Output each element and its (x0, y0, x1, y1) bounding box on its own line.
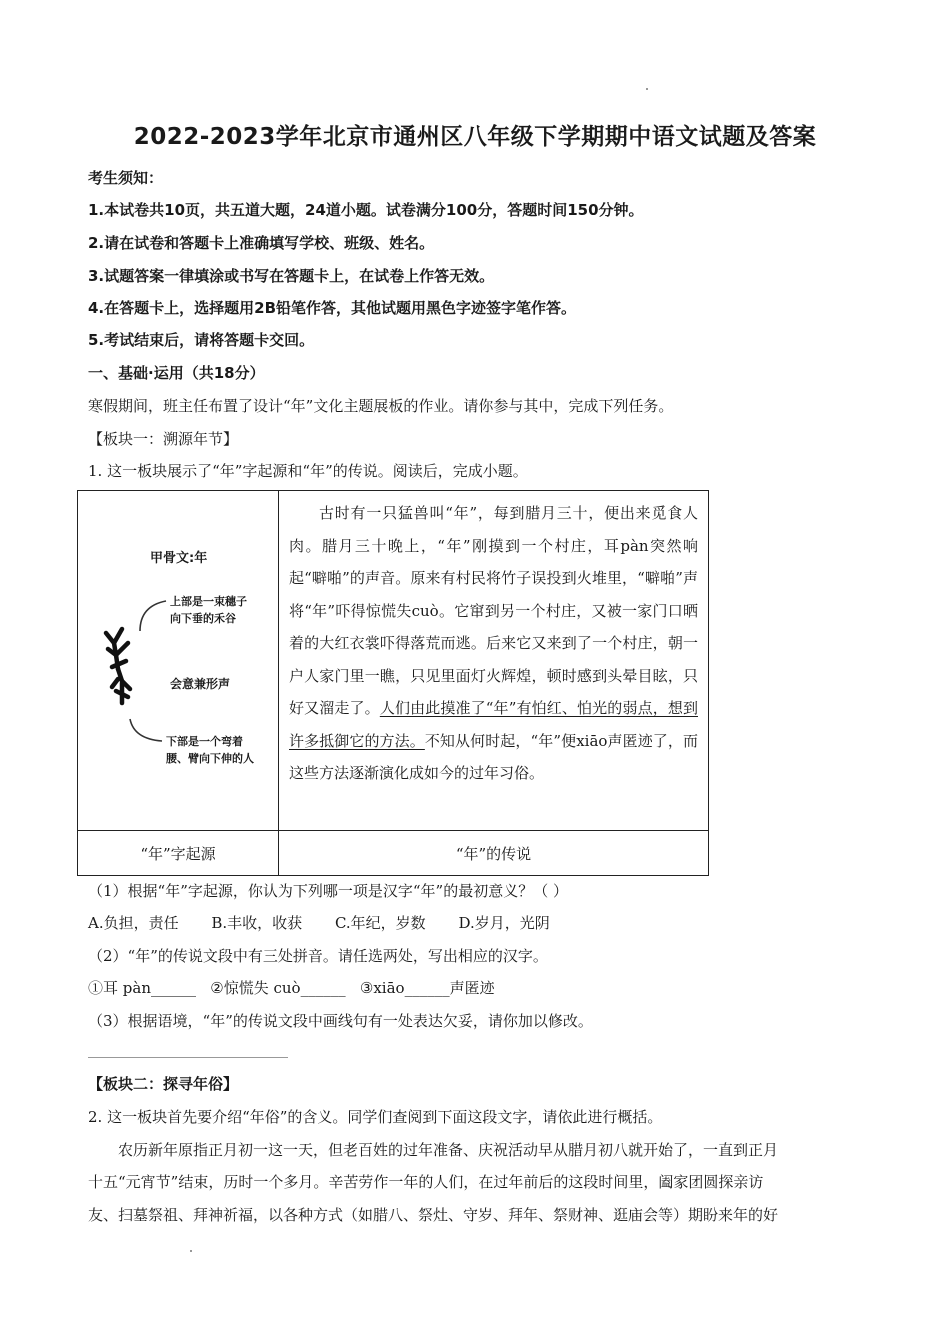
page-title: 2022-2023学年北京市通州区八年级下学期期中语文试题及答案 (133, 124, 817, 150)
underlined-sentence: 人们由此摸准了“年”有怕红、怕光的弱点，想到许多抵御它的方法。 (289, 699, 698, 750)
figure-title: 甲骨文:年 (150, 551, 208, 566)
q1-stem: 1. 这一板块展示了“年”字起源和“年”的传说。阅读后，完成小题。 (88, 462, 528, 480)
option-c: C.年纪，岁数 (334, 914, 426, 932)
q2-paragraph-line-1: 农历新年原指正月初一这一天，但老百姓的过年准备、庆祝活动早从腊月初八就开始了，一直到正月 (118, 1141, 779, 1159)
caption-legend: “年”的传说 (279, 831, 709, 876)
block2-title: 【板块二：探寻年俗】 (88, 1075, 239, 1093)
caption-origin: “年”字起源 (78, 831, 279, 876)
notice-item-4: 4.在答题卡上，选择题用2B铅笔作答，其他试题用黑色字迹签字笔作答。 (88, 299, 577, 317)
notice-heading: 考生须知： (88, 169, 164, 187)
option-b: B.丰收，收获 (211, 914, 303, 932)
answer-line (88, 1057, 288, 1058)
q1-sub3: （3）根据语境，“年”的传说文段中画线句有一处表达欠妥，请你加以修改。 (88, 1012, 593, 1030)
origin-cell (78, 491, 279, 831)
option-a: A.负担，责任 (88, 914, 179, 932)
scan-speck (646, 88, 648, 90)
figure-bottom-note: 下部是一个弯着 腰、臂向下伸的人 (166, 735, 254, 765)
figure-top-note: 上部是一束穗子 向下垂的禾谷 (170, 595, 247, 625)
q2-paragraph-line-3: 友、扫墓祭祖、拜神祈福，以各种方式（如腊八、祭灶、守岁、拜年、祭财神、逛庙会等）期盼来年的好 (88, 1206, 779, 1224)
nian-table (77, 490, 709, 876)
q1-options (88, 912, 578, 933)
scan-speck (190, 1250, 192, 1252)
legend-cell (279, 491, 709, 831)
option-d: D.岁月，光阴 (458, 914, 550, 932)
oracle-figure (78, 491, 278, 829)
legend-paragraph-end: 不知从何时起，“年”便xiāo声匿迹了，而这些方法逐渐演化成如今的过年习俗。 (289, 731, 698, 782)
q1-sub2: （2）“年”的传说文段中有三处拼音。请任选两处，写出相应的汉字。 (88, 947, 548, 965)
notice-item-5: 5.考试结束后，请将答题卡交回。 (88, 331, 315, 349)
q2-stem: 2. 这一板块首先要介绍“年俗”的含义。同学们查阅到下面这段文字，请依此进行概括。 (88, 1108, 663, 1126)
q1-blanks: ①耳 pàn______ ②惊慌失 cuò______ ③xiāo______声匿迹 (88, 979, 495, 997)
legend-text (279, 491, 708, 790)
section-heading: 一、基础·运用（共18分） (88, 364, 265, 382)
section-intro: 寒假期间，班主任布置了设计“年”文化主题展板的作业。请你参与其中，完成下列任务。 (88, 397, 674, 415)
notice-item-2: 2.请在试卷和答题卡上准确填写学校、班级、姓名。 (88, 234, 435, 252)
figure-middle-note: 会意兼形声 (170, 677, 231, 691)
legend-paragraph: 古时有一只猛兽叫“年”，每到腊月三十，便出来觅食人肉。腊月三十晚上，“年”刚摸到一个村庄，耳pàn突然响起“噼啪”的声音。原来有村民将竹子误投到火堆里，“噼啪”声将“年”吓得惊慌失cuò。它窜到另一个村庄，又被一家门口晒着的大红衣裳吓得落荒而逃。后来它又来到了一个村庄，朝一户人家门里一瞧，只见里面灯火辉煌，顿时感到头晕目眩，只好又溜走了。 (289, 504, 698, 717)
notice-item-3: 3.试题答案一律填涂或书写在答题卡上，在试卷上作答无效。 (88, 267, 495, 285)
notice-item-1: 1.本试卷共10页，共五道大题，24道小题。试卷满分100分，答题时间150分钟。 (88, 201, 644, 219)
block1-title: 【板块一：溯源年节】 (88, 430, 239, 448)
oracle-bone-glyph-icon (78, 571, 278, 771)
q1-sub1: （1）根据“年”字起源，你认为下列哪一项是汉字“年”的最初意义？（ ） (88, 882, 568, 900)
q2-paragraph-line-2: 十五“元宵节”结束，历时一个多月。辛苦劳作一年的人们，在过年前后的这段时间里，阖家团圆探亲访 (88, 1173, 764, 1191)
